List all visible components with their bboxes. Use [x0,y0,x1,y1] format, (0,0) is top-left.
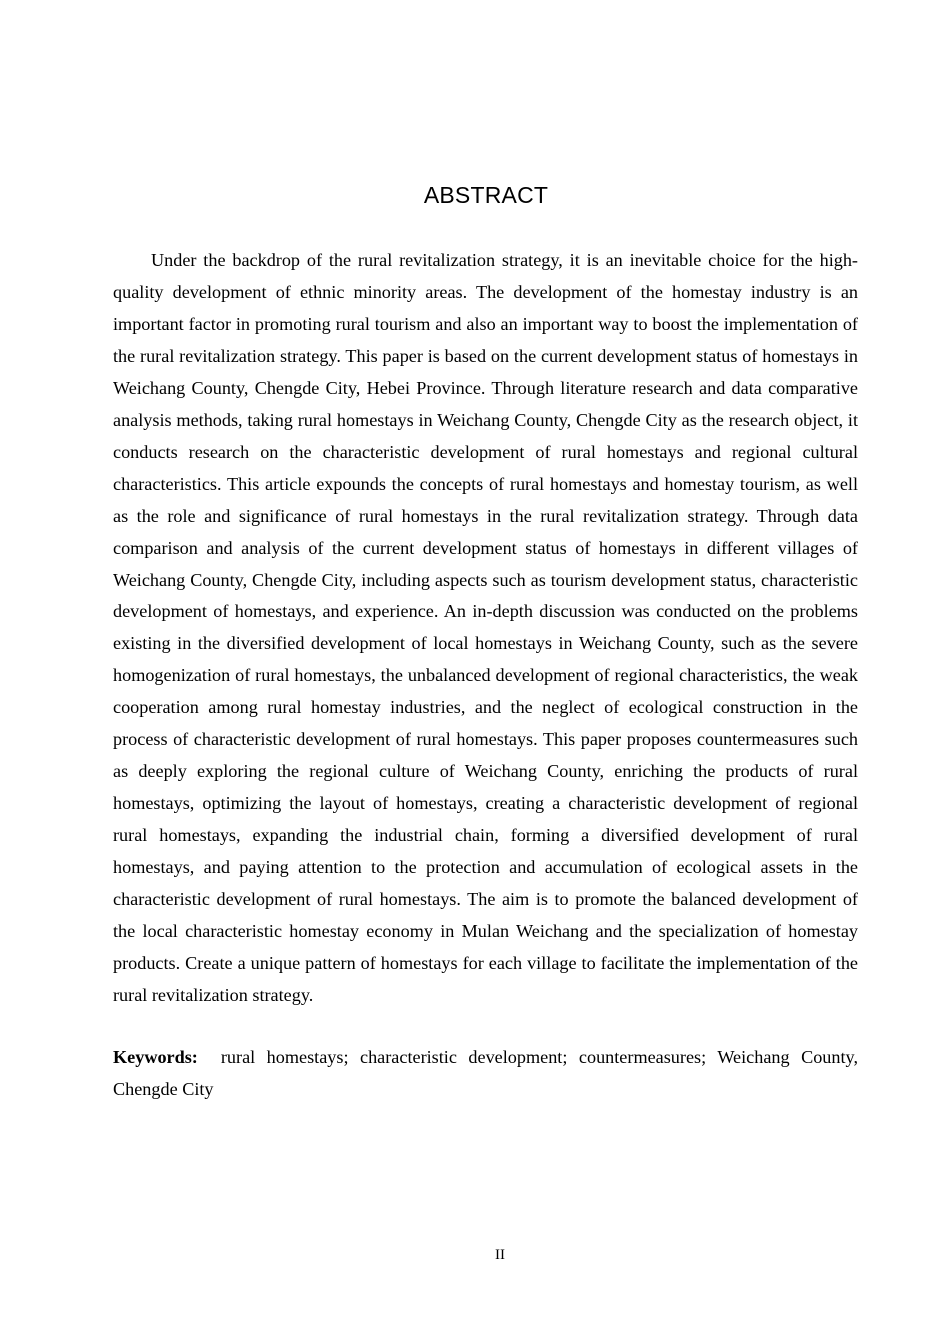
abstract-body: Under the backdrop of the rural revitalization strategy, it is an inevitable choice for the high-quality development of ethnic minority areas. The development of the homestay industry is an important factor in promoting rural tourism and also an important way to boost the implementation of the rural revitalization strategy. This paper is based on the current development status of homestays in Weichang County, Chengde City, Hebei Province. Through literature research and data comparative analysis methods, taking rural homestays in Weichang County, Chengde City as the research object, it conducts research on the characteristic development of rural homestays and regional cultural characteristics. This article expounds the concepts of rural homestays and homestay tourism, as well as the role and significance of rural homestays in the rural revitalization strategy. Through data comparison and analysis of the current development status of homestays in different villages of Weichang County, Chengde City, including aspects such as tourism development status, characteristic development of homestays, and experience. An in-depth discussion was conducted on the problems existing in the diversified development of local homestays in Weichang County, such as the severe homogenization of rural homestays, the unbalanced development of regional characteristics, the weak cooperation among rural homestay industries, and the neglect of ecological construction in the process of characteristic development of rural homestays. This paper proposes countermeasures such as deeply exploring the regional culture of Weichang County, enriching the products of rural homestays, optimizing the layout of homestays, creating a characteristic development of regional rural homestays, expanding the industrial chain, forming a diversified development of rural homestays, and paying attention to the protection and accumulation of ecological assets in the characteristic development of rural homestays. The aim is to promote the balanced development of the local characteristic homestay economy in Mulan Weichang and the specialization of homestay products. Create a unique pattern of homestays for each village to facilitate the implementation of the rural revitalization strategy. [113,250,858,1005]
abstract-title: ABSTRACT [423,182,549,208]
page-number: II [495,1247,505,1263]
keywords-line [113,1042,858,1106]
keywords-list: rural homestays; characteristic development; countermeasures; Weichang County, Chengde City [113,1047,858,1099]
keywords-label: Keywords: [113,1047,198,1067]
